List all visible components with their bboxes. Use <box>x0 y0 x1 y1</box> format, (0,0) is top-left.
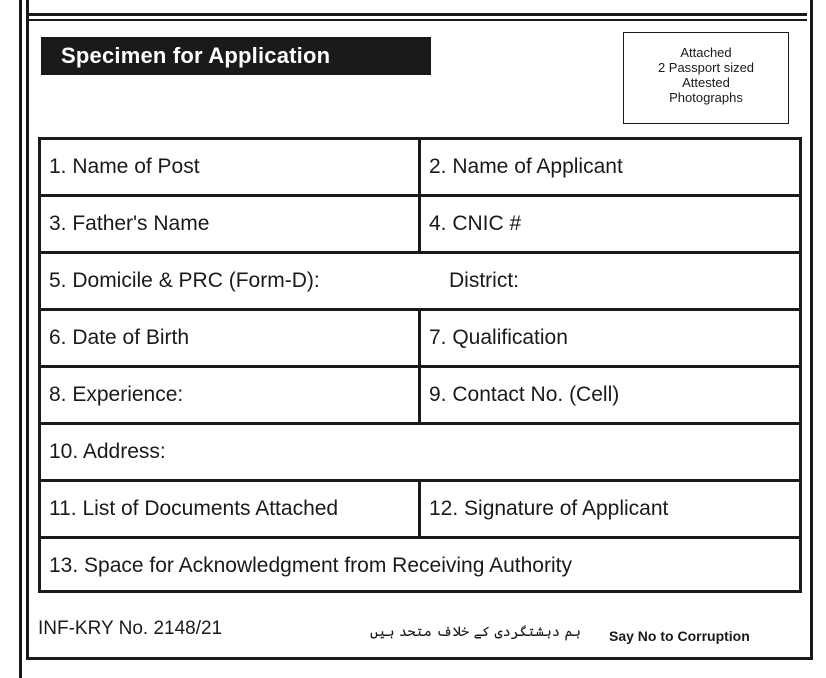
form-row <box>41 194 799 251</box>
form-row <box>41 422 799 479</box>
field-cnic[interactable]: 4. CNIC # <box>418 197 799 251</box>
field-district[interactable]: District: <box>449 269 519 292</box>
urdu-slogan: ہم دہشتگردی کے خلاف متحد ہیں <box>370 624 581 640</box>
page-title: Specimen for Application <box>41 37 431 75</box>
form-row <box>41 140 799 197</box>
application-form-grid <box>38 137 802 593</box>
form-row <box>41 365 799 422</box>
field-name-of-post[interactable]: 1. Name of Post <box>49 155 200 178</box>
photo-note-line: 2 Passport sized <box>657 60 755 75</box>
photo-note-line: Attached <box>680 45 732 60</box>
field-address[interactable]: 10. Address: <box>49 440 166 463</box>
field-domicile-prc[interactable]: 5. Domicile & PRC (Form-D): <box>49 269 320 292</box>
form-row <box>41 308 799 365</box>
field-signature[interactable]: 12. Signature of Applicant <box>418 482 799 536</box>
field-contact-no[interactable]: 9. Contact No. (Cell) <box>418 368 799 422</box>
top-rule <box>29 13 807 16</box>
form-row <box>41 251 799 308</box>
form-row <box>41 536 799 593</box>
field-qualification[interactable]: 7. Qualification <box>418 311 799 365</box>
field-date-of-birth[interactable]: 6. Date of Birth <box>49 326 190 349</box>
field-documents-attached[interactable]: 11. List of Documents Attached <box>49 497 339 520</box>
anti-corruption-slogan: Say No to Corruption <box>609 628 750 644</box>
form-row <box>41 479 799 536</box>
field-fathers-name[interactable]: 3. Father's Name <box>49 212 210 235</box>
photo-note-line: Photographs <box>669 90 743 105</box>
reference-number: INF-KRY No. 2148/21 <box>38 618 223 639</box>
top-rule-secondary <box>29 19 807 21</box>
field-experience[interactable]: 8. Experience: <box>49 383 184 406</box>
photo-placeholder-box <box>623 32 789 124</box>
field-acknowledgment[interactable]: 13. Space for Acknowledgment from Receiving Authority <box>49 554 572 577</box>
left-border-line <box>19 0 22 678</box>
photo-note-line: Attested <box>682 75 730 90</box>
field-name-of-applicant[interactable]: 2. Name of Applicant <box>418 140 799 197</box>
